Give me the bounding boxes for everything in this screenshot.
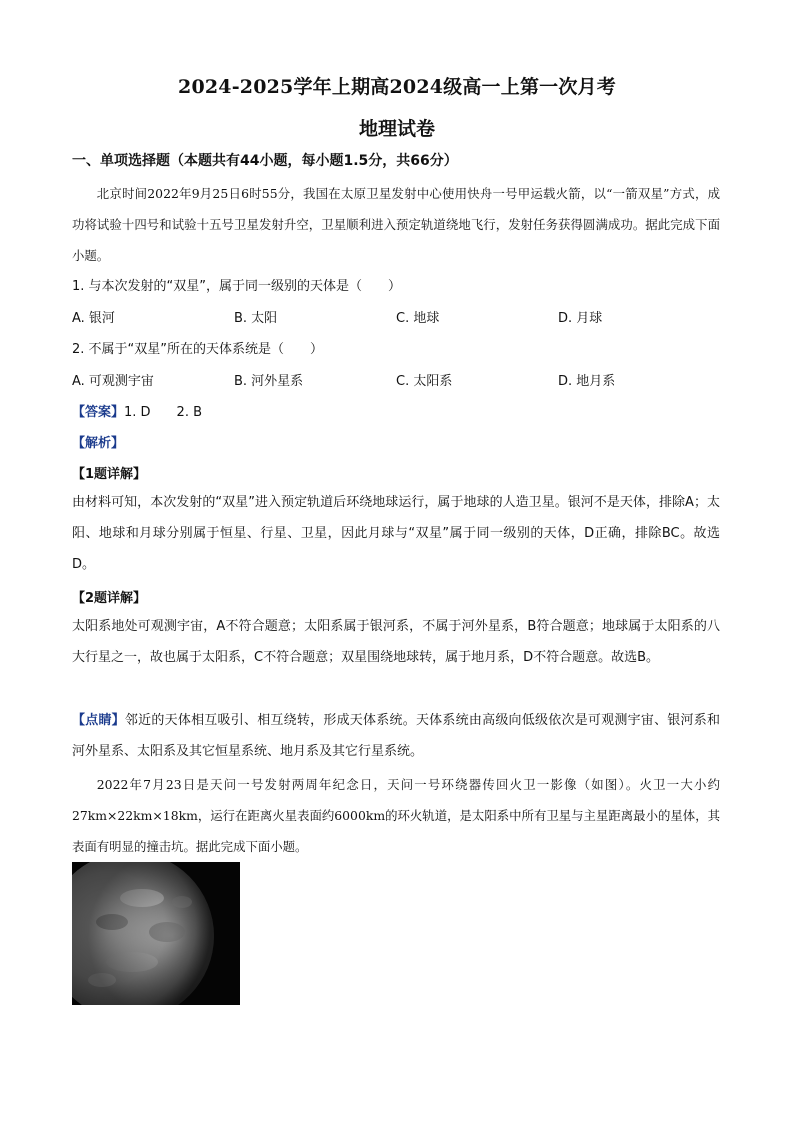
phobos-photo (72, 862, 240, 1005)
analysis-label: 【解析】 (72, 436, 125, 451)
section-heading: 一、单项选择题（本题共有44小题，每小题1.5分，共66分） (72, 153, 458, 169)
exam-subject: 地理试卷 (358, 118, 435, 140)
question-1-option-b: B. 太阳 (234, 311, 278, 326)
tip-text: 邻近的天体相互吸引、相互绕转，形成天体系统。天体系统由高级向低级依次是可观测宇宙、银河系和河外星系、太阳系及其它恒星系统、地月系及其它行星系统。 (72, 713, 720, 759)
exam-title: 2024-2025学年上期高2024级高一上第一次月考 (178, 76, 616, 98)
question-2-stem: 2. 不属于“双星”所在的天体系统是（ ） (72, 342, 324, 357)
tip-label: 【点睛】 (72, 713, 125, 728)
question-1-option-a: A. 银河 (72, 311, 115, 326)
question-2-option-d: D. 地月系 (558, 374, 616, 389)
answer-line (72, 401, 202, 420)
detail-1-text: 由材料可知，本次发射的“双星”进入预定轨道后环绕地球运行，属于地球的人造卫星。银河不是天体，排除A；太阳、地球和月球分别属于恒星、行星、卫星，因此月球与“双星”属于同一级别的天体，D正确，排除BC。故选D。 (72, 495, 720, 572)
detail-2-label: 【2题详解】 (72, 591, 147, 606)
material-passage-1: 北京时间2022年9月25日6时55分，我国在太原卫星发射中心使用快舟一号甲运载火箭，以“一箭双星”方式，成功将试验十四号和试验十五号卫星发射升空，卫星顺利进入预定轨道绕地飞行，发射任务获得圆满成功。据此完成下面小题。 (72, 186, 720, 263)
tip-paragraph (72, 705, 720, 767)
detail-2-text: 太阳系地处可观测宇宙，A不符合题意；太阳系属于银河系，不属于河外星系，B符合题意；地球属于太阳系的八大行星之一，故也属于太阳系，C不符合题意；双星围绕地球转，属于地月系，D不符合题意。故选B。 (72, 619, 720, 665)
question-2-option-a: A. 可观测宇宙 (72, 374, 154, 389)
question-2-option-b: B. 河外星系 (234, 374, 304, 389)
detail-1-label: 【1题详解】 (72, 467, 147, 482)
question-2-option-c: C. 太阳系 (396, 374, 453, 389)
question-1-option-d: D. 月球 (558, 311, 603, 326)
question-1-option-c: C. 地球 (396, 311, 440, 326)
phobos-photo-graphic (72, 862, 240, 1005)
answer-label: 【答案】 (72, 405, 125, 420)
answer-value: 1. D 2. B (124, 405, 203, 420)
question-1-stem: 1. 与本次发射的“双星”，属于同一级别的天体是（ ） (72, 279, 402, 294)
material-passage-2: 2022年7月23日是天问一号发射两周年纪念日，天问一号环绕器传回火卫一影像（如图）。火卫一大小约27km×22km×18km，运行在距离火星表面约6000km的环火轨道，是太阳系中所有卫星与主星距离最小的星体，其表面有明显的撞击坑。据此完成下面小题。 (72, 777, 720, 854)
